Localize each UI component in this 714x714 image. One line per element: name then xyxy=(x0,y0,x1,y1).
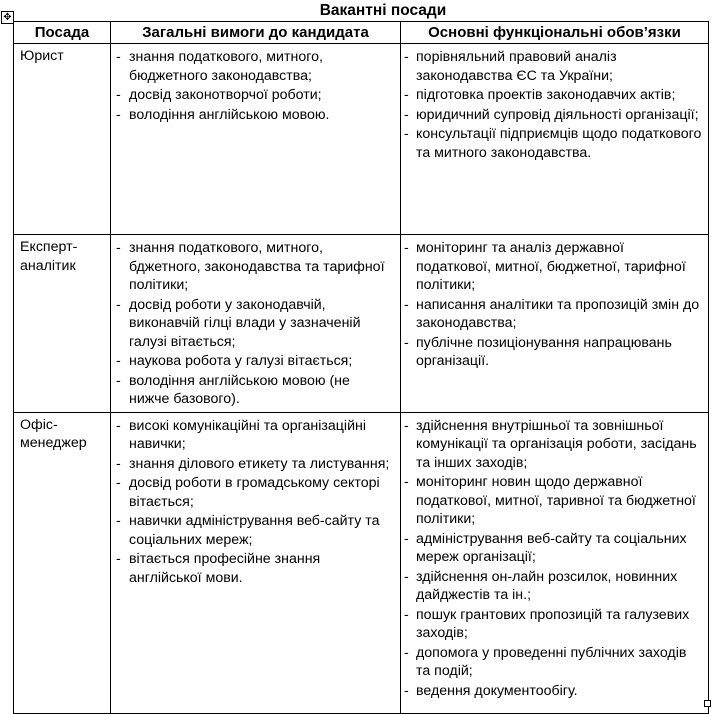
list-item: - володіння англійською мовою (не нижче базового). xyxy=(111,372,394,409)
position-name: Офіс-менеджер xyxy=(20,416,87,451)
table-row xyxy=(14,235,709,413)
list-item: - моніторинг та аналіз державної податкової, митної, бюджетної, тарифної політики; xyxy=(401,239,702,295)
list-item: - високі комунікаційні та організаційні навички; xyxy=(111,417,394,454)
list-item: - моніторинг новин щодо державної податкової, митної, таривної та бюджетної політики; xyxy=(401,473,702,529)
duties-cell xyxy=(401,235,709,413)
position-cell xyxy=(14,235,111,413)
list-item: - вітається професійне знання англійської мови. xyxy=(111,550,394,587)
list-item: - знання податкового, митного, бджетного, законодавства та тарифної політики; xyxy=(111,239,394,295)
header-requirements: Загальні вимоги до кандидата xyxy=(111,22,401,44)
list-item: - володіння англійською мовою. xyxy=(111,106,394,125)
requirements-cell xyxy=(111,412,401,713)
list-item: - написання аналітики та пропозицій змін до законодавства; xyxy=(401,296,702,333)
document-title: Вакантні посади xyxy=(319,2,447,19)
position-cell xyxy=(14,44,111,235)
position-name: Юрист xyxy=(20,48,64,64)
header-duties: Основні функціональні обов’язки xyxy=(401,22,709,44)
list-item: - допомога у проведенні публічних заходів та подій; xyxy=(401,644,702,681)
list-item: - пошук грантових пропозицій та галузевих заходів; xyxy=(401,606,702,643)
table-row xyxy=(14,44,709,235)
list-item: - досвід законотворчої роботи; xyxy=(111,86,394,105)
position-cell xyxy=(14,412,111,713)
list-item: - знання ділового етикету та листування; xyxy=(111,455,394,474)
duties-cell xyxy=(401,44,709,235)
list-item: - адміністрування веб-сайту та соціальних мереж організації; xyxy=(401,530,702,567)
list-item: - юридичний супровід діяльності організації; xyxy=(401,106,702,125)
header-position: Посада xyxy=(14,22,111,44)
table-row xyxy=(14,412,709,713)
list-item: - порівняльний правовий аналіз законодавства ЄС та України; xyxy=(401,48,702,85)
table-header-row xyxy=(14,22,709,44)
list-item: - знання податкового, митного, бюджетного законодавства; xyxy=(111,48,394,85)
vacancies-table xyxy=(13,21,709,714)
list-item: - наукова робота у галузі вітається; xyxy=(111,352,394,371)
list-item: - навички адміністрування веб-сайту та соціальних мереж; xyxy=(111,512,394,549)
duties-cell xyxy=(401,412,709,713)
requirements-cell xyxy=(111,44,401,235)
requirements-cell xyxy=(111,235,401,413)
list-item: - ведення документообігу. xyxy=(401,682,702,701)
list-item: - публічне позиціонування напрацювань організації. xyxy=(401,334,702,371)
table-resize-handle[interactable] xyxy=(704,700,711,707)
list-item: - здійснення он-лайн розсилок, новинних дайджестів та ін.; xyxy=(401,568,702,605)
list-item: - консультації підприємців щодо податкового та митного законодавства. xyxy=(401,125,702,162)
position-name: Експерт-аналітик xyxy=(20,239,78,274)
list-item: - досвід роботи в громадському секторі вітається; xyxy=(111,474,394,511)
list-item: - підготовка проектів законодавчих актів; xyxy=(401,86,702,105)
list-item: - досвід роботи у законодавчій, виконавчій гілці влади у зазначеній галузі вітається; xyxy=(111,296,394,352)
table-move-handle-icon[interactable]: ✥ xyxy=(1,11,14,24)
list-item: - здійснення внутрішньої та зовнішньої комунікації та організація роботи, засідань та інших заходів; xyxy=(401,417,702,473)
